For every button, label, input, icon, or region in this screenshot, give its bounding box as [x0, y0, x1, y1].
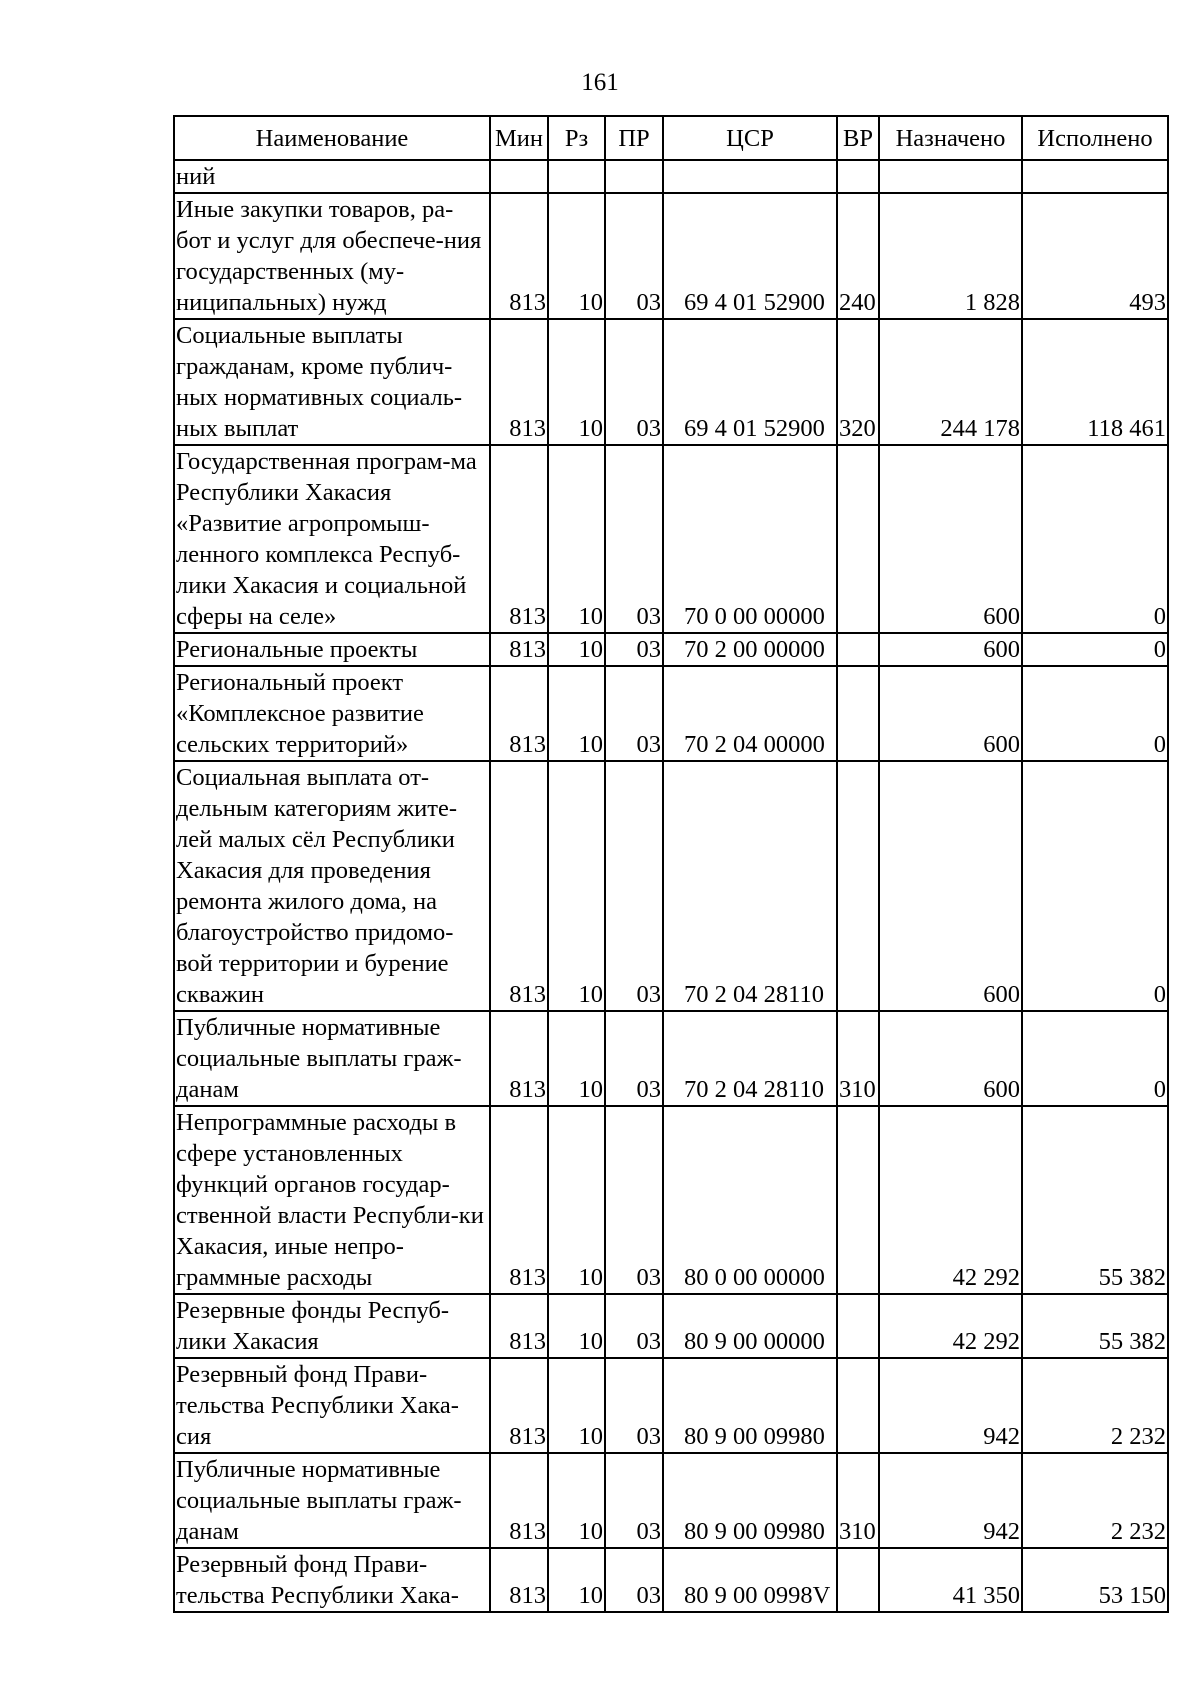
- cell-executed: 493: [1022, 193, 1168, 319]
- cell-vr: [837, 1294, 879, 1358]
- table-row: [174, 666, 1168, 761]
- cell-pr: 03: [605, 319, 663, 445]
- cell-executed: [1022, 160, 1168, 193]
- cell-executed: 2 232: [1022, 1358, 1168, 1453]
- cell-executed: 2 232: [1022, 1453, 1168, 1548]
- cell-pr: 03: [605, 633, 663, 666]
- cell-min: 813: [490, 1453, 548, 1548]
- cell-min: 813: [490, 1294, 548, 1358]
- page-number: 161: [581, 69, 619, 96]
- cell-pr: 03: [605, 666, 663, 761]
- cell-planned: 600: [879, 1011, 1022, 1106]
- cell-vr: [837, 1358, 879, 1453]
- cell-planned: 41 350: [879, 1548, 1022, 1612]
- cell-planned: 42 292: [879, 1294, 1022, 1358]
- cell-name: Непрограммные расходы в сфере установленных функций органов государ-ственной власти Республи-ки Хакасия, иные непро-граммные расходы: [174, 1106, 490, 1294]
- cell-rz: 10: [548, 1106, 605, 1294]
- cell-name: Социальные выплаты гражданам, кроме публич-ных нормативных социаль-ных выплат: [174, 319, 490, 445]
- cell-vr: [837, 666, 879, 761]
- table-row: [174, 1358, 1168, 1453]
- cell-rz: 10: [548, 1358, 605, 1453]
- cell-min: 813: [490, 666, 548, 761]
- cell-pr: 03: [605, 445, 663, 633]
- header-planned: Назначено: [879, 116, 1022, 160]
- cell-executed: 0: [1022, 1011, 1168, 1106]
- cell-csr: 70 2 00 00000: [663, 633, 837, 666]
- cell-rz: 10: [548, 633, 605, 666]
- header-csr: ЦСР: [663, 116, 837, 160]
- cell-pr: 03: [605, 1011, 663, 1106]
- table-header-row: [174, 116, 1168, 160]
- header-rz: Рз: [548, 116, 605, 160]
- cell-pr: 03: [605, 1106, 663, 1294]
- cell-executed: 118 461: [1022, 319, 1168, 445]
- cell-rz: 10: [548, 1453, 605, 1548]
- table-row: [174, 319, 1168, 445]
- cell-planned: 942: [879, 1453, 1022, 1548]
- cell-csr: 70 0 00 00000: [663, 445, 837, 633]
- cell-name: Публичные нормативные социальные выплаты граж-данам: [174, 1011, 490, 1106]
- cell-csr: 70 2 04 28110: [663, 761, 837, 1011]
- cell-name: Резервный фонд Прави-тельства Республики Хака-сия: [174, 1358, 490, 1453]
- cell-name: Резервный фонд Прави-тельства Республики Хака-: [174, 1548, 490, 1612]
- header-min: Мин: [490, 116, 548, 160]
- cell-vr: [837, 633, 879, 666]
- cell-vr: [837, 445, 879, 633]
- cell-executed: 0: [1022, 633, 1168, 666]
- cell-name: Государственная програм-ма Республики Хакасия «Развитие агропромыш-ленного комплекса Респуб-лики Хакасия и социальной сферы на селе»: [174, 445, 490, 633]
- cell-pr: 03: [605, 1548, 663, 1612]
- cell-name: Иные закупки товаров, ра-бот и услуг для обеспече-ния государственных (му-ниципальных) нужд: [174, 193, 490, 319]
- cell-rz: 10: [548, 445, 605, 633]
- cell-min: [490, 160, 548, 193]
- table-body: [174, 160, 1168, 1612]
- cell-rz: 10: [548, 1294, 605, 1358]
- cell-name: Региональные проекты: [174, 633, 490, 666]
- cell-min: 813: [490, 1106, 548, 1294]
- cell-min: 813: [490, 761, 548, 1011]
- cell-pr: 03: [605, 761, 663, 1011]
- cell-vr: 240: [837, 193, 879, 319]
- cell-planned: 600: [879, 445, 1022, 633]
- header-name: Наименование: [174, 116, 490, 160]
- cell-planned: 244 178: [879, 319, 1022, 445]
- cell-executed: 0: [1022, 666, 1168, 761]
- cell-vr: [837, 1106, 879, 1294]
- cell-name: Резервные фонды Респуб-лики Хакасия: [174, 1294, 490, 1358]
- cell-min: 813: [490, 1011, 548, 1106]
- cell-min: 813: [490, 1548, 548, 1612]
- cell-pr: 03: [605, 1294, 663, 1358]
- cell-planned: 600: [879, 666, 1022, 761]
- table-row: [174, 1106, 1168, 1294]
- cell-rz: [548, 160, 605, 193]
- cell-vr: 320: [837, 319, 879, 445]
- cell-csr: 80 0 00 00000: [663, 1106, 837, 1294]
- table-row: [174, 1548, 1168, 1612]
- table-row: [174, 445, 1168, 633]
- cell-name: Публичные нормативные социальные выплаты граж-данам: [174, 1453, 490, 1548]
- cell-csr: 69 4 01 52900: [663, 319, 837, 445]
- table-row: [174, 1453, 1168, 1548]
- cell-planned: 600: [879, 633, 1022, 666]
- cell-csr: 69 4 01 52900: [663, 193, 837, 319]
- cell-min: 813: [490, 1358, 548, 1453]
- table-row: [174, 761, 1168, 1011]
- cell-csr: 70 2 04 00000: [663, 666, 837, 761]
- cell-pr: 03: [605, 193, 663, 319]
- cell-rz: 10: [548, 761, 605, 1011]
- cell-planned: 42 292: [879, 1106, 1022, 1294]
- cell-min: 813: [490, 319, 548, 445]
- header-executed: Исполнено: [1022, 116, 1168, 160]
- cell-planned: [879, 160, 1022, 193]
- table-row: [174, 1011, 1168, 1106]
- cell-executed: 55 382: [1022, 1294, 1168, 1358]
- cell-pr: 03: [605, 1358, 663, 1453]
- header-vr: ВР: [837, 116, 879, 160]
- cell-rz: 10: [548, 1011, 605, 1106]
- cell-pr: 03: [605, 1453, 663, 1548]
- cell-csr: 80 9 00 09980: [663, 1358, 837, 1453]
- cell-csr: 80 9 00 00000: [663, 1294, 837, 1358]
- cell-pr: [605, 160, 663, 193]
- cell-executed: 55 382: [1022, 1106, 1168, 1294]
- cell-name: ний: [174, 160, 490, 193]
- cell-csr: [663, 160, 837, 193]
- cell-min: 813: [490, 193, 548, 319]
- cell-min: 813: [490, 445, 548, 633]
- table-row: [174, 193, 1168, 319]
- cell-vr: 310: [837, 1011, 879, 1106]
- cell-name: Региональный проект «Комплексное развитие сельских территорий»: [174, 666, 490, 761]
- cell-planned: 1 828: [879, 193, 1022, 319]
- cell-planned: 942: [879, 1358, 1022, 1453]
- table-row: [174, 633, 1168, 666]
- budget-table: [173, 115, 1169, 1613]
- cell-rz: 10: [548, 666, 605, 761]
- cell-rz: 10: [548, 193, 605, 319]
- cell-vr: [837, 761, 879, 1011]
- cell-csr: 70 2 04 28110: [663, 1011, 837, 1106]
- cell-planned: 600: [879, 761, 1022, 1011]
- header-pr: ПР: [605, 116, 663, 160]
- cell-rz: 10: [548, 319, 605, 445]
- table-row: [174, 1294, 1168, 1358]
- cell-min: 813: [490, 633, 548, 666]
- cell-rz: 10: [548, 1548, 605, 1612]
- cell-executed: 53 150: [1022, 1548, 1168, 1612]
- cell-vr: [837, 1548, 879, 1612]
- cell-executed: 0: [1022, 445, 1168, 633]
- cell-csr: 80 9 00 0998V: [663, 1548, 837, 1612]
- cell-executed: 0: [1022, 761, 1168, 1011]
- cell-csr: 80 9 00 09980: [663, 1453, 837, 1548]
- table-row: [174, 160, 1168, 193]
- cell-vr: [837, 160, 879, 193]
- cell-name: Социальная выплата от-дельным категориям жите-лей малых сёл Республики Хакасия для проведения ремонта жилого дома, на благоустройство придомо-вой территории и бурение скважин: [174, 761, 490, 1011]
- cell-vr: 310: [837, 1453, 879, 1548]
